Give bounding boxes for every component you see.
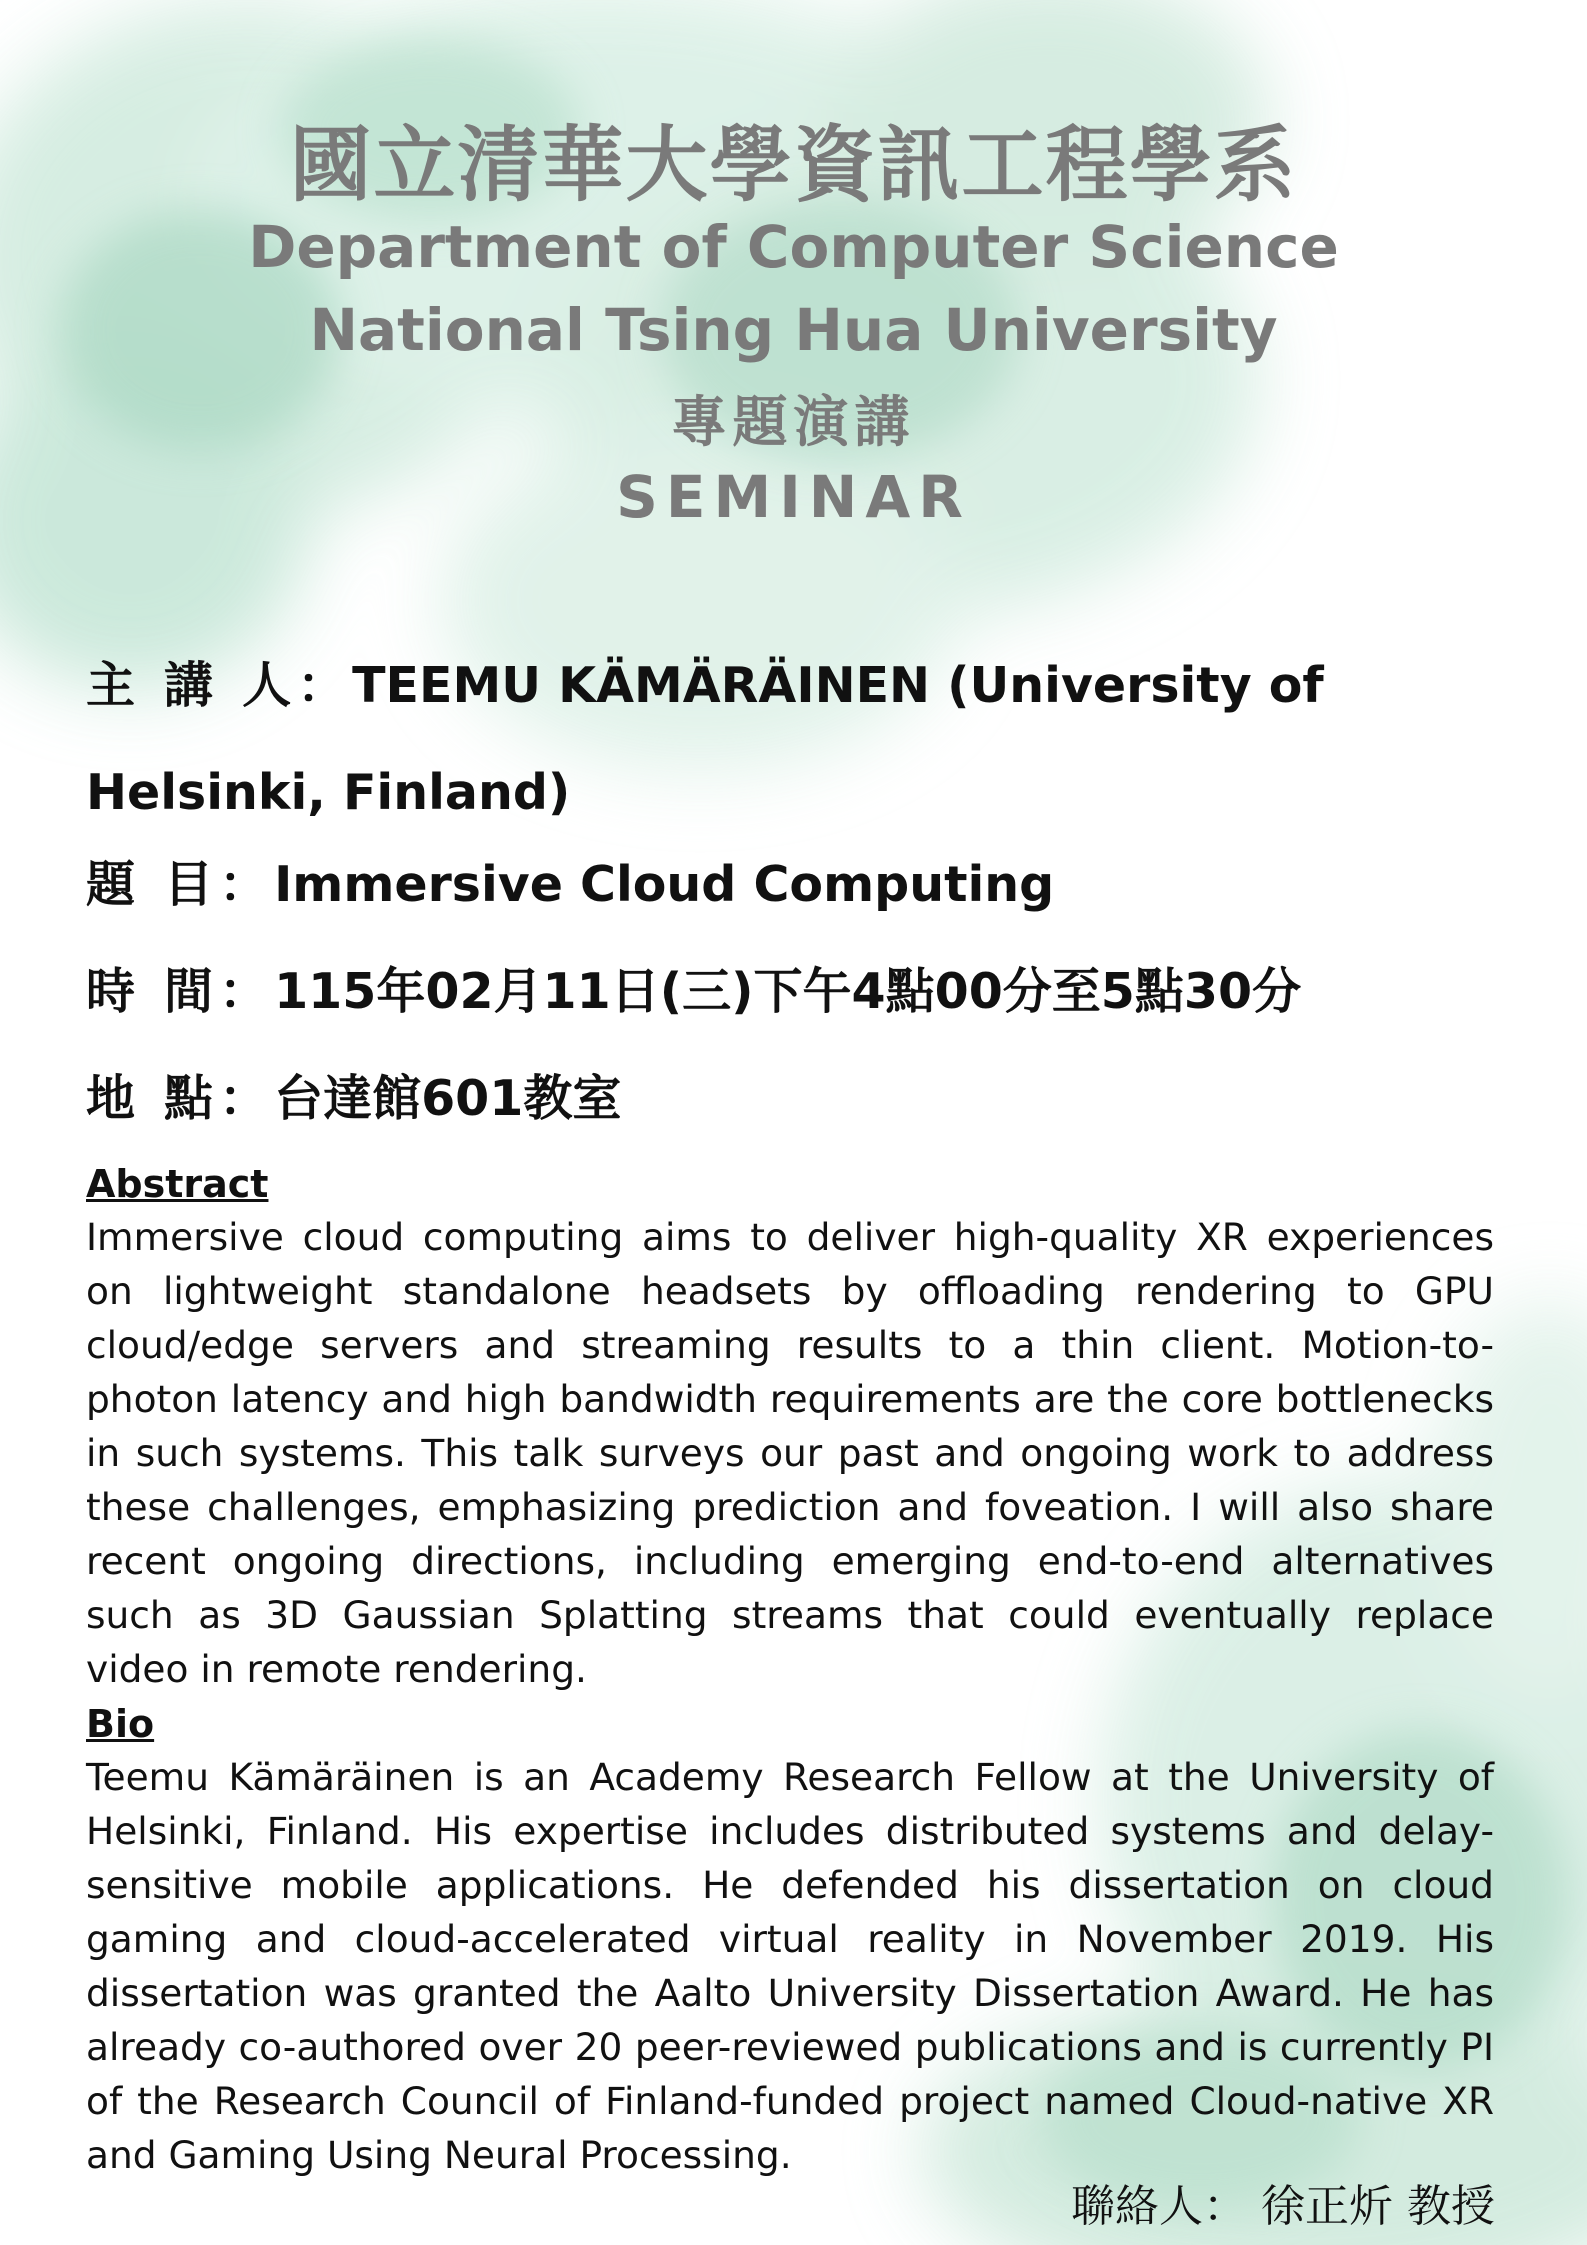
- time-row: [86, 953, 1496, 1023]
- seminar-title-chinese: 專題演講: [671, 390, 916, 454]
- place-label: 地 點：: [86, 1070, 275, 1127]
- speaker-value: TEEMU KÄMÄRÄINEN (University of Helsinki, Finland): [86, 657, 1324, 821]
- time-label: 時 間：: [86, 963, 275, 1020]
- speaker-row: [86, 632, 1496, 846]
- contact-name: 徐正炘 教授: [1261, 2181, 1495, 2232]
- topic-label: 題 目：: [86, 856, 275, 913]
- place-value: 台達館601教室: [274, 1070, 622, 1127]
- topic-value: Immersive Cloud Computing: [274, 856, 1055, 913]
- contact-label: 聯絡人：: [1071, 2181, 1247, 2232]
- department-title-english: Department of Computer Science: [248, 213, 1339, 281]
- abstract-heading: Abstract: [86, 1162, 269, 1206]
- contact-person: [1071, 2170, 1495, 2234]
- place-row: [86, 1060, 1496, 1130]
- bio-text: Teemu Kämäräinen is an Academy Research Fellow at the University of Helsinki, Finland. His expertise includes distributed systems and delay-sensitive mobile applications. He defended his dissertation on cloud gaming and cloud-accelerated virtual reality in November 2019. His dissertation was granted the Aalto University Dissertation Award. He has already co-authored over 20 peer-reviewed publications and is currently PI of the Research Council of Finland-funded project named Cloud-native XR and Gaming Using Neural Processing.: [86, 1755, 1494, 2177]
- seminar-title-english: SEMINAR: [616, 463, 971, 531]
- abstract-text: Immersive cloud computing aims to deliver high-quality XR experiences on lightweight standalone headsets by offloading rendering to GPU cloud/edge servers and streaming results to a thin client. Motion-to-photon latency and high bandwidth requirements are the core bottlenecks in such systems. This talk surveys our past and ongoing work to address these challenges, emphasizing prediction and foveation. I will also share recent ongoing directions, including emerging end-to-end alternatives such as 3D Gaussian Splatting streams that could eventually replace video in remote rendering.: [86, 1215, 1494, 1691]
- speaker-label: 主 講 人：: [86, 657, 353, 714]
- department-title-chinese: 國立清華大學資訊工程學系: [289, 118, 1298, 213]
- bio-heading: Bio: [86, 1702, 155, 1746]
- time-value: 115年02月11日(三)下午4點00分至5點30分: [274, 963, 1302, 1020]
- topic-row: [86, 846, 1496, 916]
- university-name: National Tsing Hua University: [309, 296, 1278, 364]
